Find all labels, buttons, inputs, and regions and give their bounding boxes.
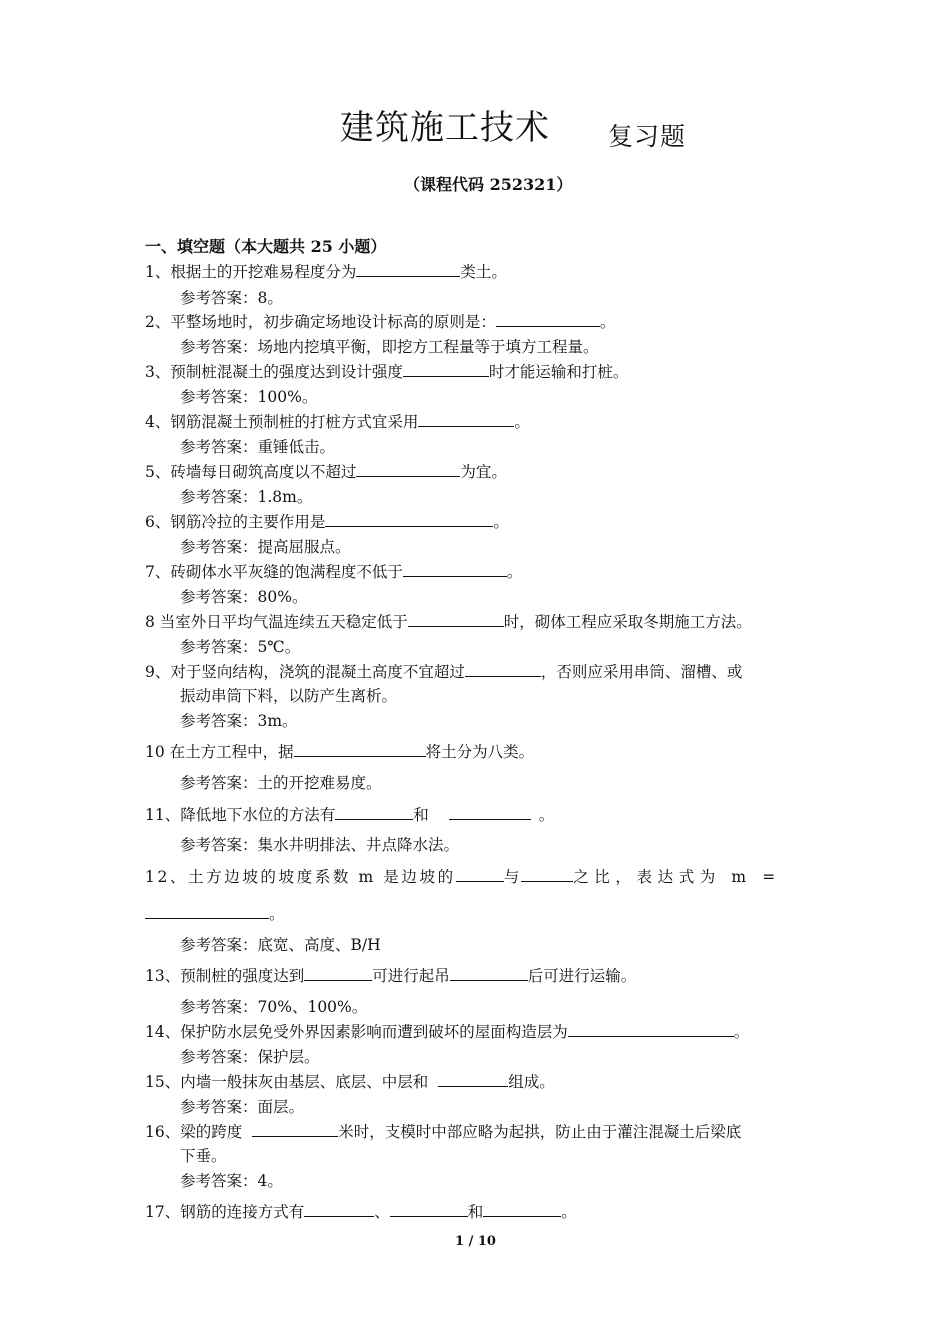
answer-blank [403, 563, 507, 577]
question-text: 米时，支模时中部应略为起拱，防止由于灌注混凝土后梁底 [338, 1123, 742, 1141]
answer-blank [325, 513, 493, 527]
answer-blank [496, 313, 600, 327]
question-text: 11、降低地下水位的方法有 [145, 806, 336, 824]
question-7 [145, 562, 522, 582]
question-text: 。 [269, 905, 285, 923]
answer-11: 参考答案：集水井明排法、井点降水法。 [180, 836, 460, 854]
answer-9: 参考答案：3m。 [180, 712, 298, 730]
answer-blank [390, 1203, 468, 1217]
question-text: 13、预制桩的强度达到 [145, 967, 305, 985]
question-text: 时才能运输和打桩。 [488, 363, 629, 381]
answer-6: 参考答案：提高屈服点。 [180, 538, 351, 556]
answer-blank [568, 1023, 734, 1037]
section-heading: 一、填空题（本大题共 25 小题） [145, 237, 387, 256]
answer-13: 参考答案：70%、100%。 [180, 998, 368, 1016]
question-16 [145, 1122, 741, 1142]
course-code: （课程代码 252321） [404, 175, 573, 194]
question-text: 15、内墙一般抹灰由基层、底层、中层和 [145, 1073, 429, 1091]
question-text: ，否则应采用串筒、溜槽、或 [540, 663, 743, 681]
question-text: 。 [514, 413, 530, 431]
question-17 [145, 1202, 577, 1222]
document-subtitle: 复习题 [608, 122, 687, 151]
question-text: 。 [561, 1203, 577, 1221]
question-text: 3、预制桩混凝土的强度达到设计强度 [145, 363, 403, 381]
question-12 [145, 867, 808, 887]
question-text: 14、保护防水层免受外界因素影响而遭到破坏的屋面构造层为 [145, 1023, 568, 1041]
answer-blank [465, 663, 541, 677]
question-5 [145, 462, 507, 482]
answer-blank [450, 967, 528, 981]
question-4 [145, 412, 530, 432]
question-text: 。 [538, 806, 555, 824]
question-text: 和 [467, 1203, 484, 1221]
answer-12: 参考答案：底宽、高度、B/H [180, 936, 381, 954]
answer-blank [356, 463, 460, 477]
question-12-continued [145, 904, 285, 924]
question-text: 5、砖墙每日砌筑高度以不超过 [145, 463, 357, 481]
question-text: 类土。 [460, 263, 507, 281]
answer-blank [294, 743, 426, 757]
answer-blank [335, 806, 413, 820]
question-text: 、 [374, 1203, 390, 1221]
answer-7: 参考答案：80%。 [180, 588, 308, 606]
answer-3: 参考答案：100%。 [180, 388, 318, 406]
answer-16: 参考答案：4。 [180, 1172, 283, 1190]
question-text: 和 [413, 806, 429, 824]
question-text: 12、土方边坡的坡度系数 m 是边坡的 [145, 868, 456, 886]
answer-blank [356, 263, 460, 277]
answer-8: 参考答案：5℃。 [180, 638, 301, 656]
document-title: 建筑施工技术 [340, 108, 550, 148]
answer-blank [418, 413, 514, 427]
question-text: 。 [733, 1023, 750, 1041]
answer-blank [403, 363, 489, 377]
answer-14: 参考答案：保护层。 [180, 1048, 320, 1066]
question-9 [145, 662, 742, 682]
answer-blank [449, 806, 531, 820]
question-3 [145, 362, 628, 382]
question-text: 后可进行运输。 [527, 967, 637, 985]
question-text: 6、钢筋冷拉的主要作用是 [145, 513, 326, 531]
answer-blank [145, 905, 269, 919]
question-text: 将土分为八类。 [425, 743, 535, 761]
question-14 [145, 1022, 749, 1042]
answer-15: 参考答案：面层。 [180, 1098, 305, 1116]
question-text: 1、根据土的开挖难易程度分为 [145, 263, 357, 281]
question-9-continued: 振动串筒下料，以防产生离析。 [180, 687, 398, 705]
question-text: 7、砖砌体水平灰缝的饱满程度不低于 [145, 563, 403, 581]
question-text: 17、钢筋的连接方式有 [145, 1203, 305, 1221]
question-16-continued: 下垂。 [180, 1147, 227, 1165]
answer-10: 参考答案：土的开挖难易度。 [180, 774, 382, 792]
question-text: 。 [599, 313, 616, 331]
answer-4: 参考答案：重锤低击。 [180, 438, 336, 456]
question-text: 之比，表达式为 m = [573, 868, 781, 886]
answer-blank [252, 1123, 338, 1137]
question-text: 。 [506, 563, 523, 581]
question-15 [145, 1072, 555, 1092]
question-text: 为宜。 [460, 463, 507, 481]
answer-blank [483, 1203, 561, 1217]
question-text: 组成。 [508, 1073, 555, 1091]
answer-2: 参考答案：场地内挖填平衡，即挖方工程量等于填方工程量。 [180, 338, 599, 356]
question-text: 时，砌体工程应采取冬期施工方法。 [503, 613, 752, 631]
question-text: 4、钢筋混凝土预制桩的打桩方式宜采用 [145, 413, 419, 431]
question-text: 9、对于竖向结构，浇筑的混凝土高度不宜超过 [145, 663, 465, 681]
answer-1: 参考答案：8。 [180, 289, 283, 307]
answer-blank [408, 613, 504, 627]
question-13 [145, 966, 636, 986]
answer-blank [304, 967, 372, 981]
question-10 [145, 742, 534, 762]
page-number: 1 / 10 [455, 1234, 496, 1249]
question-text: 10 在土方工程中，据 [145, 743, 294, 761]
question-6 [145, 512, 509, 532]
question-text: 可进行起吊 [372, 967, 450, 985]
answer-blank [304, 1203, 374, 1217]
question-2 [145, 312, 615, 332]
answer-5: 参考答案：1.8m。 [180, 488, 313, 506]
question-11 [145, 805, 554, 825]
question-text: 。 [493, 513, 509, 531]
answer-blank [521, 868, 573, 882]
question-text: 8 当室外日平均气温连续五天稳定低于 [145, 613, 408, 631]
question-text: 2、平整场地时，初步确定场地设计标高的原则是： [145, 313, 496, 331]
question-8 [145, 612, 752, 632]
answer-blank [456, 868, 504, 882]
question-text: 与 [503, 868, 522, 886]
question-text: 16、梁的跨度 [145, 1123, 243, 1141]
answer-blank [438, 1073, 508, 1087]
question-1 [145, 262, 507, 282]
